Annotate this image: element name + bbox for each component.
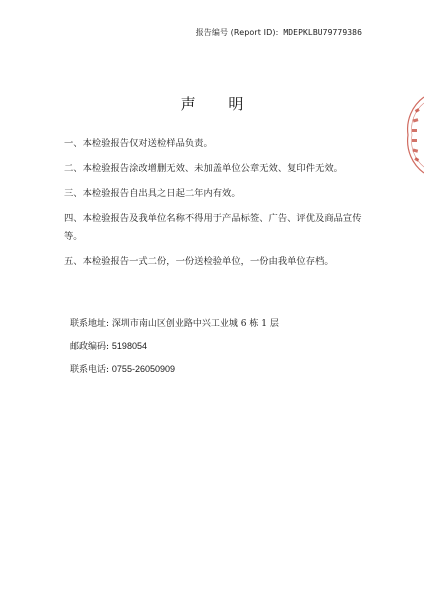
statement-item: 二、本检验报告涂改增删无效、未加盖单位公章无效、复印件无效。 bbox=[64, 163, 343, 174]
contact-postal bbox=[70, 340, 370, 353]
report-number-label: 报告编号 (Report ID): bbox=[195, 28, 279, 37]
statement-item: 三、本检验报告自出具之日起二年内有效。 bbox=[64, 188, 241, 199]
report-number-value: MDEPKLBU79779386 bbox=[283, 28, 362, 37]
seal-stamp-graphic bbox=[402, 95, 424, 175]
statement-item: 一、本检验报告仅对送检样品负责。 bbox=[64, 138, 213, 149]
contact-phone-value: 0755-26050909 bbox=[111, 364, 175, 374]
contact-address bbox=[70, 318, 370, 330]
statement-list bbox=[64, 135, 369, 278]
seal-stamp bbox=[402, 95, 424, 175]
page-title: 声 明 bbox=[180, 95, 258, 113]
report-number bbox=[196, 27, 362, 38]
contact-address-label: 联系地址: bbox=[70, 319, 110, 329]
contact-info bbox=[70, 318, 370, 386]
contact-postal-value: 5198054 bbox=[111, 341, 147, 351]
contact-address-value: 深圳市南山区创业路中兴工业城 6 栋 1 层 bbox=[111, 319, 279, 329]
contact-phone-label: 联系电话: bbox=[70, 365, 110, 375]
statement-item: 四、本检验报告及我单位名称不得用于产品标签、广告、评优及商品宣传等。 bbox=[64, 213, 362, 242]
statement-item: 五、本检验报告一式二份，一份送检验单位，一份由我单位存档。 bbox=[64, 256, 334, 267]
contact-postal-label: 邮政编码: bbox=[70, 342, 110, 352]
contact-phone bbox=[70, 363, 370, 376]
